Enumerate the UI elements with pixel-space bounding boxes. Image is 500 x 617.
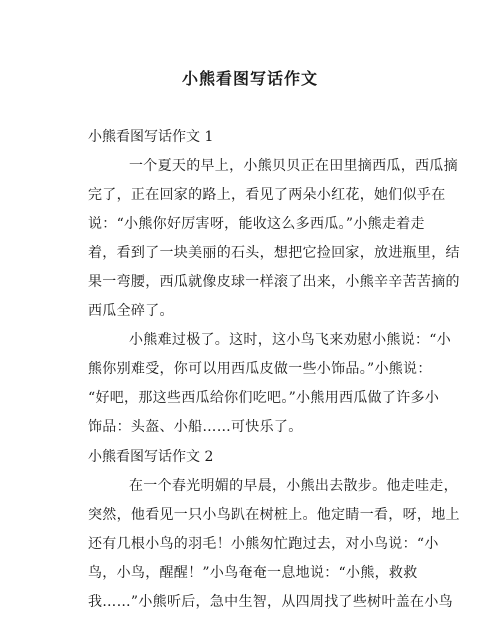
paragraph-line: 完了，正在回家的路上，看见了两朵小红花，她们似乎在 bbox=[88, 187, 446, 203]
section-heading: 小熊看图写话作文 1 bbox=[88, 129, 214, 145]
paragraph-line: 突然，他看见一只小鸟趴在树桩上。他定睛一看，呀，地上 bbox=[88, 507, 460, 523]
section-heading: 小熊看图写话作文 2 bbox=[88, 449, 214, 465]
paragraph-line: 西瓜全碎了。 bbox=[88, 303, 174, 319]
paragraph-line: 熊你别难受，你可以用西瓜皮做一些小饰品。”小熊说： bbox=[88, 361, 432, 377]
paragraph-line: 果一弯腰，西瓜就像皮球一样滚了出来，小熊辛辛苦苦摘的 bbox=[88, 274, 460, 290]
paragraph-line: 说：“小熊你好厉害呀，能收这么多西瓜。”小熊走着走 bbox=[88, 216, 425, 232]
document-body bbox=[88, 122, 460, 617]
document-title: 小熊看图写话作文 bbox=[181, 69, 318, 88]
paragraph-line: 还有几根小鸟的羽毛！小熊匆忙跑过去，对小鸟说：“小 bbox=[88, 536, 439, 552]
paragraph-line: 鸟，小鸟，醒醒！”小鸟奄奄一息地说：“小熊，救救 bbox=[88, 565, 418, 581]
paragraph-line: “好吧，那这些西瓜给你们吃吧。”小熊用西瓜做了许多小 bbox=[88, 390, 440, 406]
paragraph-line: 在一个春光明媚的早晨，小熊出去散步。他走哇走， bbox=[129, 478, 458, 494]
paragraph-line: 饰品：头盔、小船……可快乐了。 bbox=[88, 419, 303, 435]
paragraph-line: 一个夏天的早上，小熊贝贝正在田里摘西瓜，西瓜摘 bbox=[129, 158, 458, 174]
paragraph-line: 小熊难过极了。这时，这小鸟飞来劝慰小熊说：“小 bbox=[129, 332, 452, 348]
paragraph-line: 我……”小熊听后，急中生智，从四周找了些树叶盖在小鸟 bbox=[88, 594, 453, 610]
paragraph-line: 着，看到了一块美丽的石头，想把它捡回家，放进瓶里，结 bbox=[88, 245, 460, 261]
